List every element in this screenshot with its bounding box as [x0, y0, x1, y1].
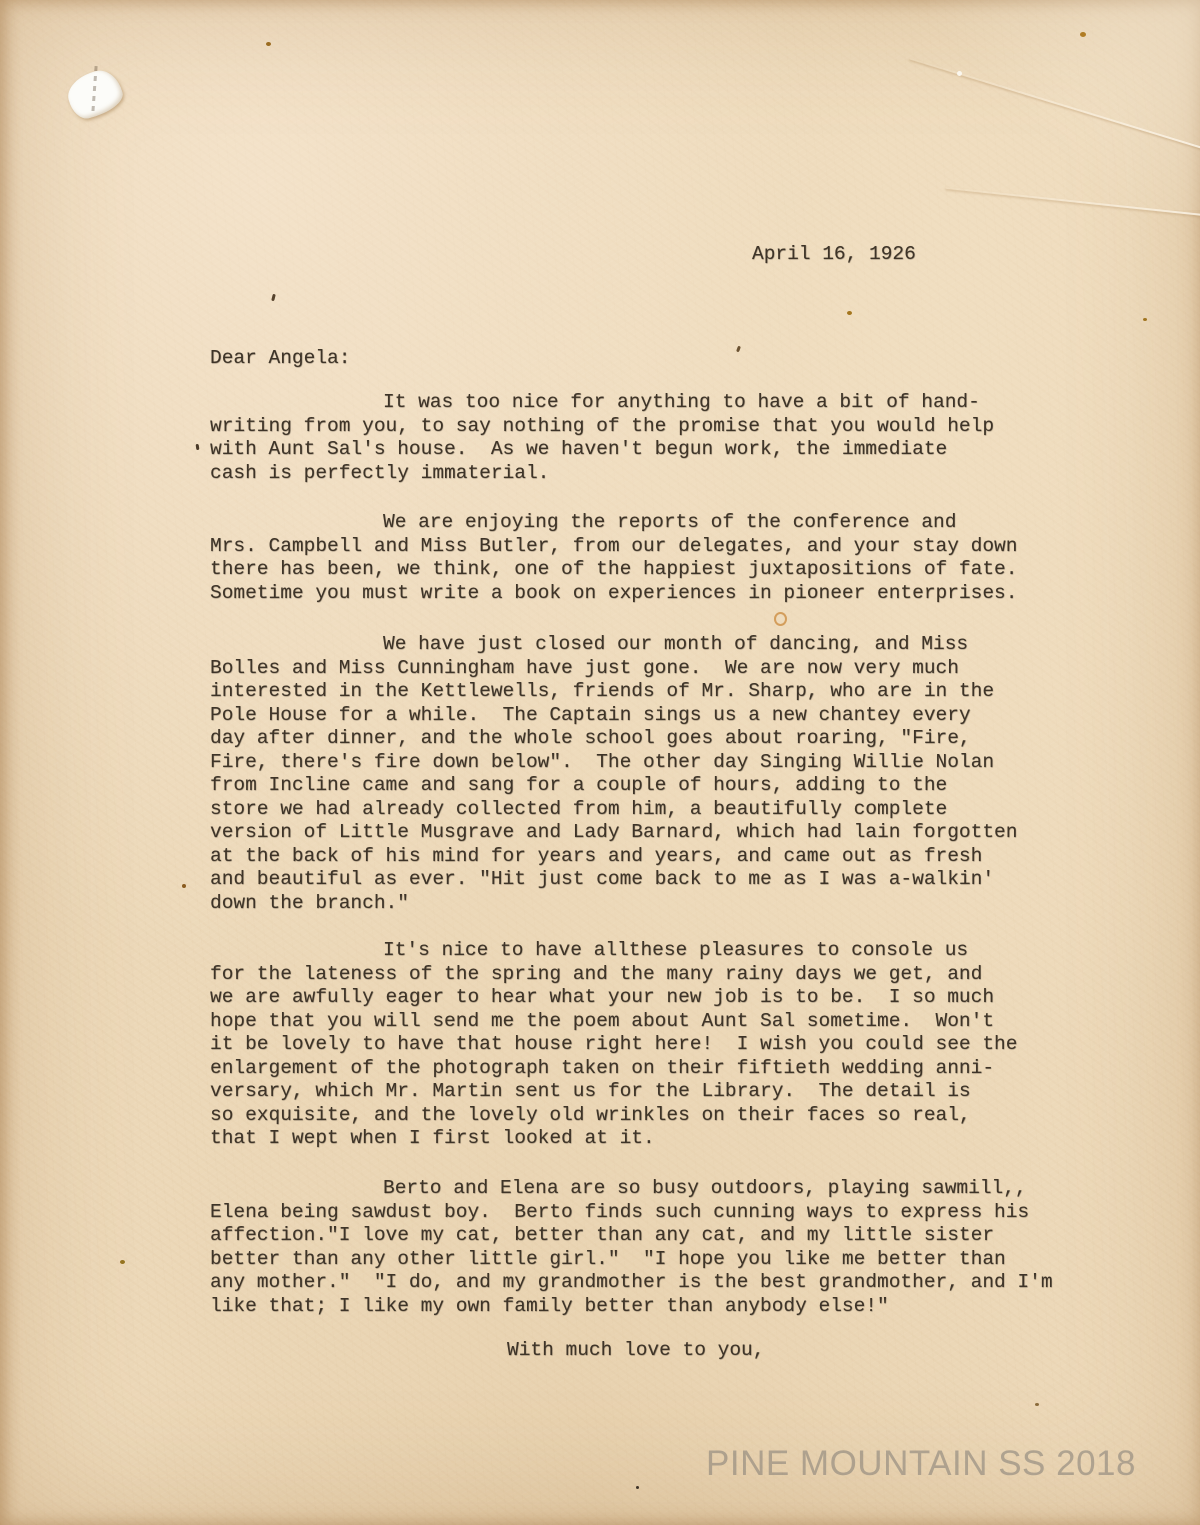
letter-line: we are awfully eager to hear what your new job is to be. I so much: [210, 986, 995, 1008]
letter-line: It was too nice for anything to have a bit of hand-: [383, 391, 980, 413]
letter-line: Fire, there's fire down below". The other day Singing Willie Nolan: [210, 750, 995, 773]
letter-line: so exquisite, and the lovely old wrinkles on their faces so real,: [210, 1103, 971, 1126]
letter-line: at the back of his mind for years and years, and came out as fresh: [210, 844, 983, 867]
letter-date: April 16, 1926: [752, 243, 916, 265]
letter-line: down the branch.": [210, 891, 409, 914]
letter-line: affection."I love my cat, better than any cat, and my little sister: [210, 1224, 995, 1246]
letter-line: that I wept when I first looked at it.: [210, 1127, 655, 1149]
letter-salutation: Dear Angela:: [210, 347, 351, 369]
letter-line: and beautiful as ever. "Hit just come back to me as I was a-walkin': [210, 868, 995, 890]
letter-line: it be lovely to have that house right here! I wish you could see the: [210, 1033, 1018, 1055]
letter-line: day after dinner, and the whole school goes about roaring, "Fire,: [210, 727, 971, 749]
letter-line: Bolles and Miss Cunningham have just gone. We are now very much: [210, 656, 959, 679]
letter-line: hope that you will send me the poem about Aunt Sal sometime. Won't: [210, 1009, 995, 1032]
letter-closing: With much love to you,: [507, 1339, 765, 1361]
letter-line: like that; I like my own family better than anybody else!": [210, 1294, 889, 1317]
letter-paragraph: [210, 391, 1070, 485]
letter-paragraph: [210, 633, 1070, 915]
letter-line: interested in the Kettlewells, friends of Mr. Sharp, who are in the: [210, 680, 995, 702]
letter-line: for the lateness of the spring and the many rainy days we get, and: [210, 962, 983, 985]
letter-line: Berto and Elena are so busy outdoors, playing sawmill,,: [383, 1177, 1027, 1199]
letter-line: version of Little Musgrave and Lady Barnard, which had lain forgotten: [210, 821, 1018, 843]
watermark: PINE MOUNTAIN SS 2018: [706, 1444, 1136, 1483]
letter-line: We have just closed our month of dancing, and Miss: [383, 633, 969, 655]
letter-line: cash is perfectly immaterial.: [210, 461, 550, 484]
letter-line: versary, which Mr. Martin sent us for the Library. The detail is: [210, 1080, 971, 1102]
letter-line: enlargement of the photograph taken on their fiftieth wedding anni-: [210, 1056, 995, 1079]
letter-paragraph: [210, 511, 1070, 605]
letter-line: It's nice to have allthese pleasures to console us: [383, 939, 969, 961]
letter-line: better than any other little girl." "I hope you like me better than: [210, 1247, 1006, 1270]
letter-line: Pole House for a while. The Captain sings us a new chantey every: [210, 703, 971, 726]
letter-line: from Incline came and sang for a couple of hours, adding to the: [210, 774, 948, 796]
letter-line: any mother." "I do, and my grandmother is the best grandmother, and I'm: [210, 1271, 1053, 1293]
letter-line: We are enjoying the reports of the conference and: [383, 511, 957, 533]
letter-line: Mrs. Campbell and Miss Butler, from our delegates, and your stay down: [210, 534, 1018, 557]
letter-line: with Aunt Sal's house. As we haven't begun work, the immediate: [210, 438, 948, 460]
letter-paragraph: [210, 939, 1070, 1151]
letter-line: writing from you, to say nothing of the promise that you would help: [210, 414, 995, 437]
letter-paragraph: [210, 1177, 1070, 1318]
letter-line: Sometime you must write a book on experiences in pioneer enterprises.: [210, 581, 1018, 604]
letter-line: there has been, we think, one of the happiest juxtapositions of fate.: [210, 558, 1018, 580]
letter-line: store we had already collected from him, a beautifully complete: [210, 797, 948, 820]
letter-line: Elena being sawdust boy. Berto finds such cunning ways to express his: [210, 1200, 1030, 1223]
